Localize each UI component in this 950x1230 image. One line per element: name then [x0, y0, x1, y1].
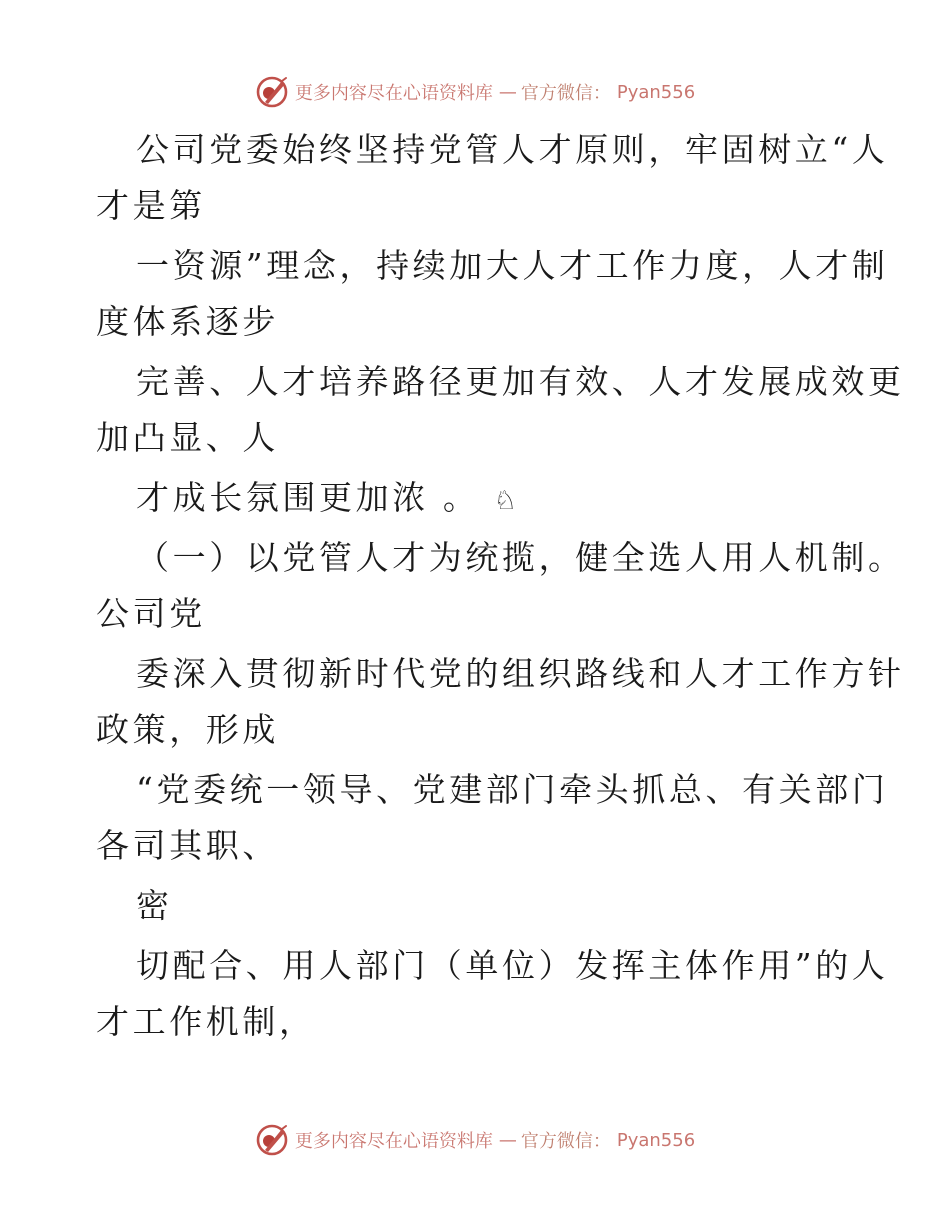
promo-text: 更多内容尽在心语资料库 — [294, 83, 493, 104]
pen-logo-icon — [255, 1123, 289, 1157]
banner-content — [255, 1123, 695, 1157]
text-line: 密 — [136, 886, 173, 925]
footer-banner — [0, 1118, 950, 1162]
pen-logo-icon — [255, 75, 289, 109]
chess-knight-icon: ♘ — [493, 486, 517, 516]
wechat-id: Pyan556 — [616, 1129, 696, 1151]
text-line: 加凸显、人 — [96, 418, 279, 457]
banner-content — [255, 75, 695, 109]
promo-text: 更多内容尽在心语资料库 — [294, 1131, 493, 1152]
text-line: 公司党委始终坚持党管人才原则，牢固树立“人 — [136, 130, 889, 169]
wechat-label: 官方微信： — [520, 83, 611, 104]
text-line: 政策，形成 — [96, 710, 279, 749]
wechat-label: 官方微信： — [520, 1131, 611, 1152]
text-line: 切配合、用人部门（单位）发挥主体作用”的人 — [136, 946, 889, 985]
banner-separator: — — [498, 1129, 515, 1151]
text-line: 一资源”理念，持续加大人才工作力度，人才制 — [136, 246, 889, 285]
text-line: 度体系逐步 — [96, 302, 279, 341]
text-line: 才成长氛围更加浓 。 — [136, 478, 480, 517]
text-line: 各司其职、 — [96, 826, 279, 865]
text-line: 公司党 — [96, 594, 206, 633]
section-heading: （一）以党管人才为统揽，健全选人用人机制。 — [136, 538, 905, 577]
text-line: 完善、人才培养路径更加有效、人才发展成效更 — [136, 362, 905, 401]
wechat-id: Pyan556 — [616, 81, 696, 103]
text-line: “党委统一领导、党建部门牵头抓总、有关部门 — [136, 770, 889, 809]
banner-separator: — — [498, 81, 515, 103]
text-line: 委深入贯彻新时代党的组织路线和人才工作方针 — [136, 654, 905, 693]
text-line: 才是第 — [96, 186, 206, 225]
text-line-with-symbol — [136, 478, 517, 521]
text-line: 才工作机制， — [96, 1002, 316, 1041]
header-banner — [0, 70, 950, 114]
